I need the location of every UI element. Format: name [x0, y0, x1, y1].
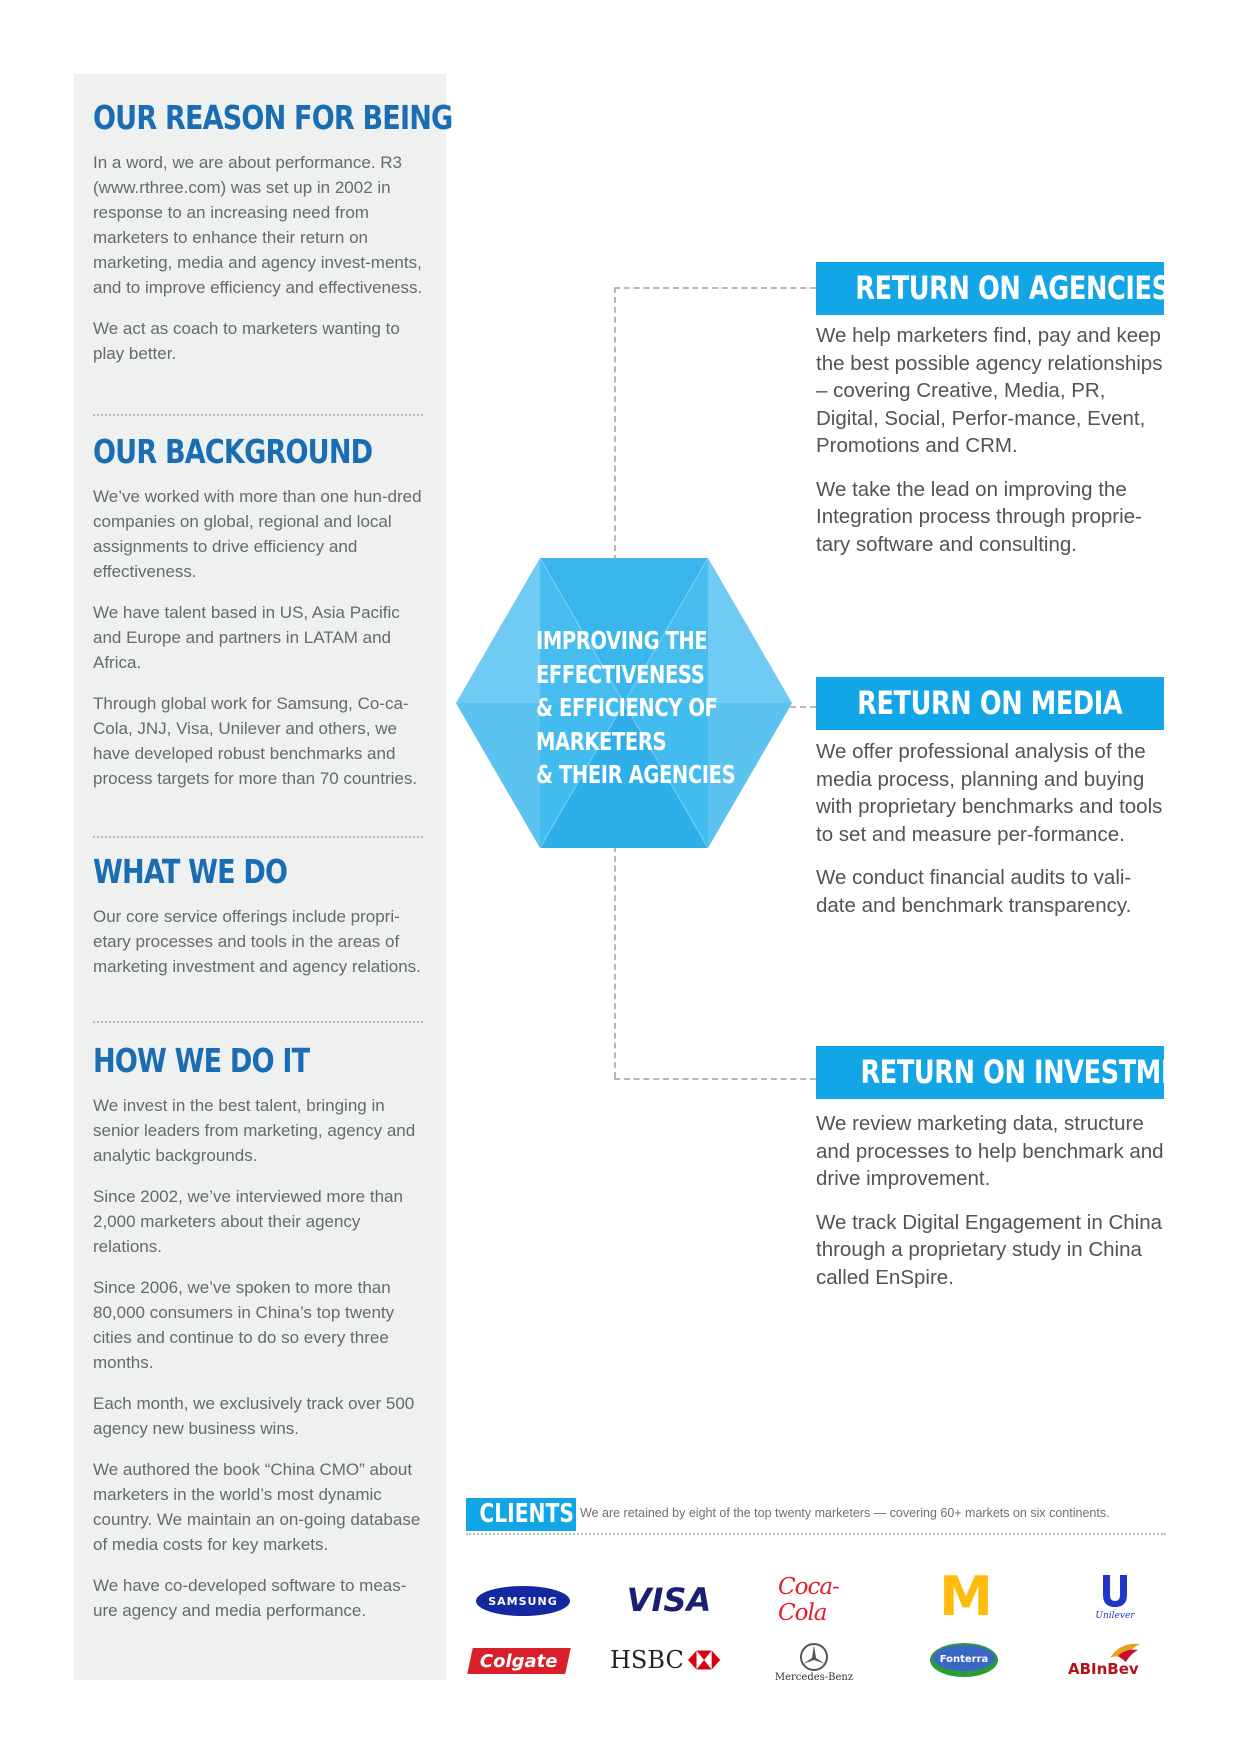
paragraph: Our core service offerings include propri-etary processes and tools in the areas of marketing investment and agency relations. [93, 907, 421, 976]
connector-top-vertical [614, 287, 616, 561]
paragraph: Each month, we exclusively track over 500 agency new business wins. [93, 1394, 415, 1438]
connector-middle [790, 706, 816, 708]
hsbc-logo: HSBC [610, 1644, 720, 1676]
coca-cola-logo: Coca-Cola [778, 1574, 839, 1626]
section-title: OUR REASON FOR BEING [93, 98, 453, 137]
paragraph: We act as coach to marketers wanting to play better. [93, 319, 400, 363]
paragraph: We authored the book “China CMO” about marketers in the world’s most dynamic country. We maintain an on-going database of media costs for key markets. [93, 1460, 421, 1554]
divider [93, 1021, 423, 1023]
svg-text:Fonterra: Fonterra [939, 1654, 989, 1665]
paragraph: We invest in the best talent, bringing in senior leaders from marketing, agency and analytic backgrounds. [93, 1096, 416, 1165]
fonterra-logo [928, 1640, 1000, 1680]
clients-divider [466, 1533, 1166, 1535]
hexagon-line: & EFFICIENCY OF [536, 693, 718, 722]
unilever-logo: Unilever [1090, 1566, 1140, 1626]
paragraph: We conduct financial audits to vali-date and benchmark transparency. [816, 866, 1132, 917]
paragraph: We have talent based in US, Asia Pacific and Europe and partners in LATAM and Africa. [93, 603, 400, 672]
samsung-logo [474, 1584, 572, 1618]
paragraph: Since 2006, we’ve spoken to more than 80,000 consumers in China’s top twenty cities and continue to do so every three months. [93, 1278, 395, 1372]
agencies-body [816, 322, 1166, 574]
hexagon-line: IMPROVING THE [536, 626, 708, 655]
section-what-we-do [93, 852, 423, 995]
paragraph: We’ve worked with more than one hun-dred companies on global, regional and local assignments to drive efficiency and effectiveness. [93, 487, 422, 581]
paragraph: We have co-developed software to meas-ure agency and media performance. [93, 1576, 407, 1620]
agencies-title: RETURN ON AGENCIES [816, 262, 1164, 315]
media-title: RETURN ON MEDIA [816, 677, 1164, 730]
divider [93, 414, 423, 416]
section-title: HOW WE DO IT [93, 1041, 310, 1080]
paragraph: We offer professional analysis of the media process, planning and buying with proprietary benchmarks and tools to set and measure per-formance. [816, 740, 1163, 846]
paragraph: We track Digital Engagement in China through a proprietary study in China called EnSpire. [816, 1210, 1163, 1289]
colgate-logo: Colgate [467, 1648, 571, 1674]
connector-top [614, 287, 816, 289]
section-title: OUR BACKGROUND [93, 432, 373, 471]
mercedes-benz-logo: Mercedes-Benz [772, 1636, 856, 1688]
investment-body [816, 1110, 1166, 1307]
hexagon-caption [536, 624, 736, 792]
section-reason [93, 98, 453, 382]
paragraph: Through global work for Samsung, Co-ca-Cola, JNJ, Visa, Unilever and others, we have developed robust benchmarks and process targets for more than 70 countries. [93, 694, 418, 788]
mcdonalds-logo: M [939, 1565, 993, 1628]
hexagon-line: EFFECTIVENESS [536, 659, 705, 689]
clients-note: We are retained by eight of the top twenty marketers — covering 60+ markets on six continents. [580, 1506, 1110, 1520]
clients-label: CLIENTS [466, 1498, 576, 1531]
visa-logo: VISA [626, 1581, 712, 1619]
paragraph: Since 2002, we’ve interviewed more than 2,000 marketers about their agency relations. [93, 1187, 403, 1256]
connector-bottom-vertical [614, 846, 616, 1078]
svg-text:SAMSUNG: SAMSUNG [488, 1595, 558, 1608]
paragraph: In a word, we are about performance. R3 (www.rthree.com) was set up in 2002 in response to an increasing need from marketers to enhance their return on marketing, media and agency invest-ments, and to improve efficiency and effectiveness. [93, 153, 423, 297]
section-background [93, 432, 423, 807]
investment-title: RETURN ON INVESTMENT [816, 1046, 1164, 1099]
abinbev-logo: ABInBev [1068, 1640, 1158, 1684]
hexagon-line: & THEIR AGENCIES [536, 760, 736, 789]
paragraph: We help marketers find, pay and keep the best possible agency relationships – covering Creative, Media, PR, Digital, Social, Perfor-mance, Event, Promotions and CRM. [816, 324, 1163, 457]
paragraph: We review marketing data, structure and processes to help benchmark and drive improvement. [816, 1112, 1164, 1190]
section-how-we-do-it [93, 1041, 423, 1639]
connector-bottom [614, 1078, 816, 1080]
media-body [816, 738, 1166, 935]
hexagon-line: MARKETERS [536, 726, 667, 756]
section-title: WHAT WE DO [93, 852, 288, 891]
paragraph: We take the lead on improving the Integration process through proprie-tary software and consulting. [816, 477, 1142, 556]
divider [93, 836, 423, 838]
